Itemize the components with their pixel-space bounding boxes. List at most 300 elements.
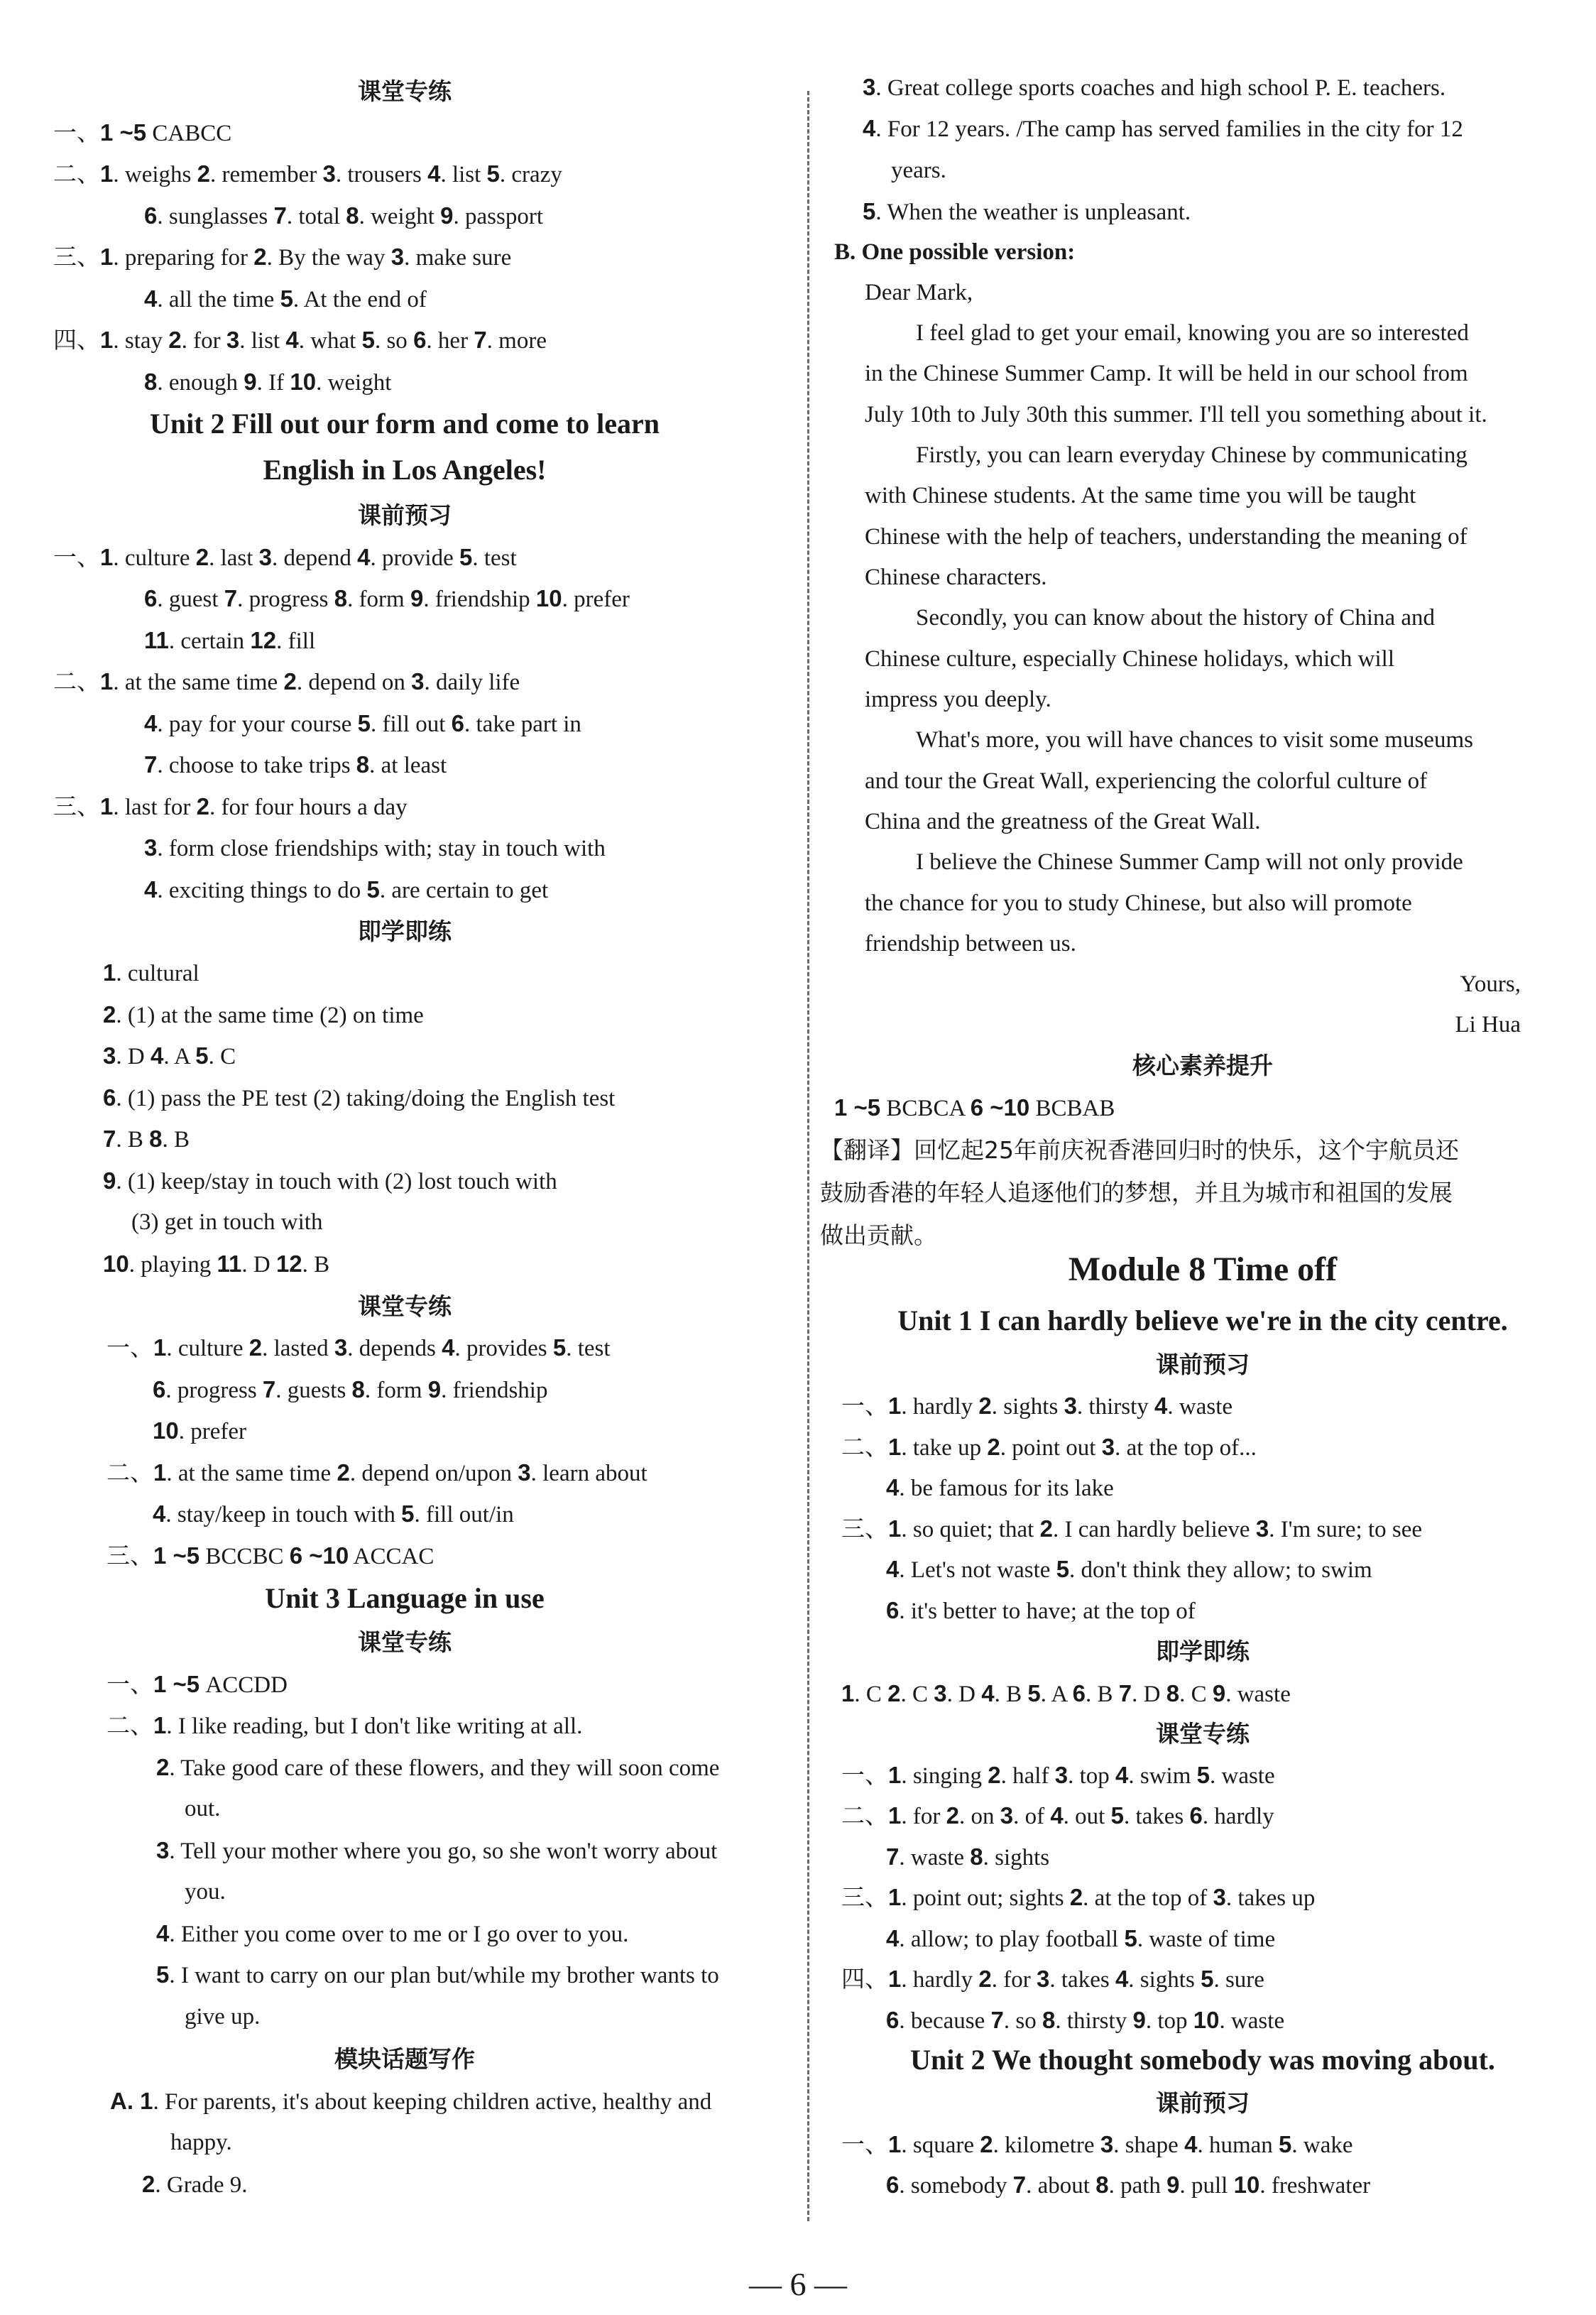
answer-text: . sure: [1213, 1967, 1264, 1993]
item-number: 1: [100, 327, 114, 353]
item-number: 1: [888, 1393, 902, 1419]
answer-line: [891, 155, 946, 186]
section-heading: 即学即练: [358, 917, 452, 945]
answer-text: . lasted: [262, 1336, 334, 1361]
item-number: 1 ~5: [100, 119, 147, 146]
answer-text: . list: [239, 328, 286, 354]
answer-text: . test: [566, 1336, 611, 1361]
answer-text: CABCC: [146, 121, 232, 146]
answer-line: [841, 1800, 1274, 1832]
answer-text: . be famous for its lake: [899, 1476, 1114, 1501]
item-number: 2: [195, 544, 209, 570]
item-number: 4: [427, 160, 441, 187]
item-number: 3: [322, 160, 336, 187]
answer-line: [865, 399, 1487, 430]
answer-text: . list: [440, 162, 487, 187]
answer-text: . at least: [369, 753, 447, 778]
answer-text: BCBCA: [880, 1096, 971, 1121]
answer-line: [144, 708, 581, 740]
answer-text: 一、: [106, 1334, 153, 1361]
item-number: 3: [334, 1334, 348, 1361]
answer-line: [834, 1092, 1115, 1124]
answer-text: and tour the Great Wall, experiencing the colorful culture of: [865, 768, 1428, 794]
answer-text: . provides: [454, 1336, 553, 1361]
answer-text: . on: [958, 1804, 1000, 1829]
answer-text: you.: [185, 1879, 226, 1905]
answer-text: . allow; to play football: [899, 1927, 1125, 1952]
answer-text: . half: [1000, 1763, 1055, 1789]
item-number: 5: [1279, 2131, 1292, 2157]
answer-line: [185, 1876, 226, 1907]
item-number: 6: [103, 1084, 116, 1111]
answer-text: . (1) at the same time (2) on time: [116, 1003, 424, 1028]
answer-text: BCCBC: [200, 1544, 290, 1569]
answer-text: . C: [854, 1682, 888, 1707]
answer-text: . wake: [1291, 2132, 1353, 2158]
answer-text: . for: [181, 328, 226, 354]
answer-line: [865, 643, 1394, 675]
answer-text: (3) get in touch with: [131, 1209, 323, 1235]
answer-text: . sunglasses: [157, 204, 274, 229]
answer-line: [1460, 969, 1521, 1000]
answer-text: . playing: [129, 1252, 217, 1278]
section-heading: 课前预习: [358, 501, 452, 529]
item-number: 8: [334, 585, 348, 611]
item-number: 8: [144, 369, 158, 395]
answer-text: 做出贡献。: [820, 1221, 937, 1249]
answer-line: [865, 806, 1261, 837]
item-number: 3: [411, 668, 425, 694]
answer-text: . out: [1063, 1804, 1111, 1829]
answer-text: . are certain to get: [379, 878, 549, 903]
answer-line: [863, 113, 1463, 145]
answer-text: . shape: [1113, 2132, 1185, 2158]
answer-line: [106, 1540, 434, 1572]
answer-text: . (1) keep/stay in touch with (2) lost touch with: [116, 1169, 557, 1194]
item-number: 5: [486, 160, 500, 187]
answer-line: [170, 2127, 232, 2158]
answer-text: . don't think they allow; to swim: [1069, 1557, 1372, 1583]
answer-text: . singing: [901, 1763, 988, 1789]
item-number: 6: [144, 202, 158, 229]
item-number: 9: [440, 202, 454, 229]
answer-text: . pay for your course: [157, 712, 358, 737]
answer-text: . Either you come over to me or I go over to you.: [169, 1922, 629, 1947]
answer-text: . At the end of: [293, 287, 427, 312]
answer-line: [185, 2001, 260, 2032]
answer-line: [1455, 1009, 1521, 1040]
answer-text: . square: [901, 2132, 980, 2158]
item-number: 3: [1213, 1884, 1226, 1910]
item-number: 4: [156, 1920, 170, 1946]
answer-text: . sights: [1128, 1967, 1201, 1993]
item-number: 1 ~5: [153, 1671, 200, 1697]
item-number: 2: [1039, 1515, 1053, 1542]
item-number: 1: [100, 160, 114, 187]
item-number: 3: [390, 244, 405, 270]
answer-text: . D: [116, 1044, 151, 1069]
answer-line: [841, 1882, 1315, 1914]
answer-text: . because: [899, 2008, 991, 2034]
answer-line: [156, 1918, 628, 1950]
answer-text: . provide: [370, 545, 459, 571]
answer-text: 二、: [106, 1459, 153, 1486]
answer-text: Chinese with the help of teachers, understanding the meaning of: [865, 524, 1467, 550]
item-number: 5: [1056, 1556, 1070, 1582]
answer-text: . depend on/upon: [349, 1461, 518, 1486]
answer-text: . so: [374, 328, 414, 354]
answer-text: . somebody: [899, 2173, 1013, 2199]
answer-text: . so: [1003, 2008, 1042, 2034]
answer-text: . human: [1197, 2132, 1279, 2158]
item-number: 6: [1189, 1802, 1203, 1829]
item-number: 4: [1154, 1393, 1168, 1419]
unit-title: Unit 2 Fill out our form and come to learn: [149, 408, 660, 440]
answer-text: . fill: [276, 628, 316, 654]
answer-text: . cultural: [116, 961, 200, 986]
answer-text: July 10th to July 30th this summer. I'll tell you something about it.: [865, 402, 1487, 427]
answer-text: . take up: [901, 1435, 988, 1461]
item-number: 8: [346, 202, 359, 229]
answer-text: . D: [241, 1252, 276, 1278]
item-number: 8: [970, 1843, 983, 1870]
item-number: 3: [1100, 2131, 1114, 2157]
item-number: 7: [103, 1126, 116, 1152]
answer-text: . learn about: [530, 1461, 647, 1486]
answer-text: 一、: [841, 1761, 888, 1789]
answer-text: . freshwater: [1259, 2173, 1371, 2199]
item-number: 4: [285, 327, 299, 353]
answer-text: . path: [1108, 2173, 1167, 2199]
answer-text: . I want to carry on our plan but/while my brother wants to: [169, 1963, 719, 1988]
item-number: 2: [988, 1762, 1001, 1788]
answer-text: in the Chinese Summer Camp. It will be held in our school from: [865, 361, 1468, 386]
answer-text: . depends: [347, 1336, 442, 1361]
item-number: 1 ~5: [153, 1542, 200, 1569]
item-number: 5: [1196, 1762, 1210, 1788]
answer-text: . If: [256, 370, 290, 396]
item-number: 4: [886, 1474, 900, 1500]
answer-text: . remember: [209, 162, 323, 187]
answer-line: [841, 1432, 1257, 1464]
answer-line: [144, 283, 427, 315]
answer-line: [131, 1206, 322, 1238]
item-number: 9: [427, 1376, 442, 1402]
item-number: 2: [978, 1966, 992, 1992]
answer-text: . I like reading, but I don't like writing at all.: [166, 1714, 583, 1739]
item-number: A. 1: [110, 2088, 153, 2114]
answer-text: . prefer: [562, 587, 630, 612]
item-number: 5: [1201, 1966, 1214, 1992]
answer-text: . A: [163, 1044, 196, 1069]
answer-text: . weight: [316, 370, 392, 396]
answer-text: . progress: [237, 587, 334, 612]
page-number: — 6 —: [749, 2266, 847, 2302]
item-number: 1: [841, 1680, 855, 1706]
section-heading: 课堂专练: [358, 1628, 452, 1656]
item-number: 6: [144, 585, 158, 611]
answer-text: . form close friendships with; stay in touch with: [157, 836, 606, 861]
answer-line: [916, 724, 1473, 756]
item-number: 4: [442, 1334, 455, 1361]
answer-line: [886, 2005, 1284, 2037]
answer-line: [916, 317, 1469, 349]
answer-text: . make sure: [404, 245, 512, 271]
answer-text: . B: [994, 1682, 1028, 1707]
item-number: 2: [253, 244, 267, 270]
answer-text: . thirsty: [1055, 2008, 1133, 2034]
item-number: 3: [1000, 1802, 1014, 1829]
item-number: 3: [226, 327, 240, 353]
answer-text: . When the weather is unpleasant.: [875, 200, 1191, 225]
answer-text: . form: [347, 587, 410, 612]
answer-line: [865, 358, 1468, 389]
item-number: 2: [142, 2171, 155, 2197]
item-number: 9: [244, 369, 257, 395]
answer-line: [841, 1390, 1232, 1422]
item-number: 2: [283, 668, 297, 694]
answer-line: [153, 1498, 514, 1530]
section-heading: 模块话题写作: [334, 2045, 475, 2073]
answer-text: . preparing for: [113, 245, 254, 271]
answer-line: [185, 1793, 220, 1824]
item-number: 4: [1115, 1966, 1129, 1992]
answer-text: . hardly: [901, 1967, 979, 1993]
item-number: 5: [195, 1042, 209, 1069]
answer-line: [103, 1123, 190, 1155]
answer-text: with Chinese students. At the same time you will be taught: [865, 483, 1416, 508]
answer-text: . pull: [1179, 2173, 1234, 2199]
item-number: 10: [153, 1417, 179, 1444]
answer-line: [841, 1513, 1422, 1545]
answer-text: Secondly, you can know about the history of China and: [916, 605, 1436, 631]
answer-line: [865, 562, 1047, 593]
answer-text: . takes up: [1225, 1885, 1316, 1911]
item-number: 7: [990, 2007, 1004, 2033]
answer-text: . at the top of: [1083, 1885, 1213, 1911]
item-number: 3: [156, 1837, 170, 1863]
item-number: 5: [1124, 1925, 1137, 1951]
answer-text: . at the same time: [166, 1461, 337, 1486]
item-number: 2: [978, 1393, 992, 1419]
answer-text: . By the way: [266, 245, 391, 271]
answer-text: . For parents, it's about keeping children active, healthy and: [153, 2089, 712, 2115]
item-number: 1: [888, 1762, 902, 1788]
answer-text: happy.: [170, 2130, 232, 2155]
item-number: 5: [361, 327, 375, 353]
answer-text: . for: [901, 1804, 946, 1829]
item-number: 4: [144, 710, 158, 736]
answer-text: . D: [1132, 1682, 1166, 1707]
answer-line: [863, 196, 1191, 228]
answer-text: . point out: [1000, 1435, 1102, 1461]
answer-text: . depend: [272, 545, 358, 571]
item-number: 3: [258, 544, 273, 570]
item-number: 9: [1166, 2172, 1180, 2198]
answer-text: . waste: [1167, 1394, 1233, 1420]
item-number: 12: [275, 1251, 302, 1277]
answer-text: . prefer: [178, 1419, 246, 1444]
answer-line: [916, 846, 1463, 878]
answer-text: 四、: [841, 1965, 888, 1993]
item-number: 12: [250, 627, 277, 653]
unit-title: Unit 2 We thought somebody was moving about.: [910, 2044, 1495, 2076]
answer-text: . C: [1179, 1682, 1213, 1707]
answer-text: . B: [116, 1127, 150, 1153]
answer-line: [144, 832, 606, 864]
item-number: 2: [168, 327, 182, 353]
answer-line: [106, 1332, 611, 1364]
item-number: 2: [980, 2131, 993, 2157]
answer-text: . Tell your mother where you go, so she won't worry about: [169, 1839, 718, 1864]
item-number: 1: [153, 1334, 167, 1361]
item-number: 1: [888, 2131, 902, 2157]
answer-text: 二、: [53, 668, 100, 695]
answer-text: . B: [1086, 1682, 1119, 1707]
answer-text: . I'm sure; to see: [1269, 1517, 1422, 1542]
answer-line: [103, 999, 424, 1031]
answer-line: [820, 1135, 1459, 1167]
answer-text: . takes: [1123, 1804, 1190, 1829]
answer-line: [106, 1457, 647, 1489]
item-number: 6: [886, 2172, 900, 2198]
answer-text: . Take good care of these flowers, and they will soon come: [169, 1755, 720, 1781]
answer-text: . culture: [166, 1336, 249, 1361]
item-number: 1: [888, 1434, 902, 1460]
answer-text: Chinese culture, especially Chinese holidays, which will: [865, 646, 1394, 672]
item-number: 4: [357, 544, 371, 570]
answer-text: 三、: [53, 792, 100, 820]
answer-line: [886, 1923, 1275, 1955]
answer-text: . certain: [168, 628, 251, 654]
item-number: 3: [1255, 1515, 1269, 1542]
unit-title: English in Los Angeles!: [263, 454, 547, 486]
answer-line: [53, 542, 517, 574]
answer-text: . passport: [453, 204, 544, 229]
answer-line: [820, 1177, 1453, 1209]
section-heading: 即学即练: [1156, 1638, 1250, 1665]
answer-text: 一、: [53, 543, 100, 571]
item-number: 5: [863, 198, 876, 224]
answer-text: 【翻译】回忆起25年前庆祝香港回归时的快乐，这个宇航员还: [820, 1136, 1459, 1164]
answer-line: [53, 241, 511, 273]
answer-text: . for: [991, 1967, 1037, 1993]
answer-line: [144, 749, 447, 781]
item-number: 7: [144, 751, 158, 778]
answer-line: [886, 1472, 1114, 1504]
item-number: 5: [156, 1961, 170, 1988]
item-number: 6: [886, 2007, 900, 2033]
item-number: 2: [337, 1459, 350, 1486]
item-number: 9: [1212, 1680, 1226, 1706]
item-number: 2: [197, 160, 210, 187]
answer-text: . sights: [991, 1394, 1064, 1420]
item-number: 1 ~5: [834, 1094, 881, 1121]
item-number: 4: [886, 1925, 900, 1951]
answer-text: What's more, you will have chances to visit some museums: [916, 727, 1473, 753]
item-number: 6: [886, 1597, 900, 1623]
answer-line: [53, 325, 547, 356]
answer-line: [886, 1554, 1372, 1586]
answer-text: 一、: [841, 2130, 888, 2158]
answer-line: [841, 1678, 1291, 1710]
item-number: 6: [413, 327, 427, 353]
item-number: 3: [1064, 1393, 1077, 1419]
answer-text: . takes: [1049, 1967, 1115, 1993]
answer-text: the chance for you to study Chinese, but also will promote: [865, 890, 1412, 916]
column-divider: [807, 91, 809, 2221]
item-number: 7: [886, 1843, 900, 1870]
answer-text: . stay: [113, 328, 169, 354]
answer-text: 三、: [106, 1542, 153, 1569]
answer-text: friendship between us.: [865, 931, 1076, 957]
answer-text: . Great college sports coaches and high school P. E. teachers.: [875, 75, 1446, 101]
answer-text: . waste: [1225, 1682, 1291, 1707]
answer-text: . waste: [899, 1845, 971, 1870]
answer-text: 三、: [841, 1883, 888, 1911]
answer-line: [153, 1374, 547, 1406]
answer-text: . top: [1068, 1763, 1115, 1789]
answer-text: ACCAC: [349, 1544, 434, 1569]
answer-text: 二、: [53, 160, 100, 187]
item-number: 1: [888, 1515, 902, 1542]
answer-text: Chinese characters.: [865, 565, 1047, 590]
item-number: 8: [149, 1126, 163, 1152]
answer-text: . test: [472, 545, 517, 571]
answer-text: . weighs: [113, 162, 197, 187]
item-number: 5: [366, 876, 380, 903]
item-number: 2: [103, 1001, 116, 1028]
item-number: 3: [144, 834, 158, 861]
answer-text: . last: [209, 545, 259, 571]
answer-text: . so quiet; that: [901, 1517, 1040, 1542]
answer-text: . sights: [983, 1845, 1050, 1870]
answer-text: . form: [364, 1378, 428, 1403]
answer-text: . A: [1040, 1682, 1073, 1707]
answer-line: [865, 521, 1467, 552]
answer-text: . Let's not waste: [899, 1557, 1056, 1583]
answer-text: . choose to take trips: [157, 753, 356, 778]
item-number: 8: [356, 751, 370, 778]
answer-text: 鼓励香港的年轻人追逐他们的梦想，并且为城市和祖国的发展: [820, 1179, 1453, 1206]
answer-text: . exciting things to do: [157, 878, 367, 903]
item-number: 8: [1042, 2007, 1056, 2033]
answer-text: . crazy: [499, 162, 562, 187]
item-number: 5: [357, 710, 371, 736]
item-number: 3: [1054, 1762, 1068, 1788]
answer-text: 四、: [53, 326, 100, 354]
module-title: Module 8 Time off: [1068, 1251, 1338, 1288]
item-number: 2: [987, 1434, 1000, 1460]
item-number: 4: [863, 115, 876, 141]
answer-text: . For 12 years. /The camp has served families in the city for 12: [875, 116, 1463, 142]
answer-text: . enough: [157, 370, 244, 396]
item-number: 10: [103, 1251, 129, 1277]
item-number: 6 ~10: [289, 1542, 349, 1569]
answer-text: . hardly: [901, 1394, 979, 1420]
item-number: 2: [196, 793, 210, 819]
answer-text: Li Hua: [1455, 1012, 1521, 1037]
item-number: 4: [886, 1556, 900, 1582]
item-number: 6: [1072, 1680, 1086, 1706]
answer-text: Firstly, you can learn everyday Chinese by communicating: [916, 442, 1467, 468]
answer-line: [865, 766, 1427, 797]
answer-line: [834, 236, 1075, 268]
answer-text: . progress: [165, 1378, 263, 1403]
item-number: 4: [1115, 1762, 1129, 1788]
answer-text: . her: [426, 328, 474, 354]
item-number: 6 ~10: [970, 1094, 1030, 1121]
